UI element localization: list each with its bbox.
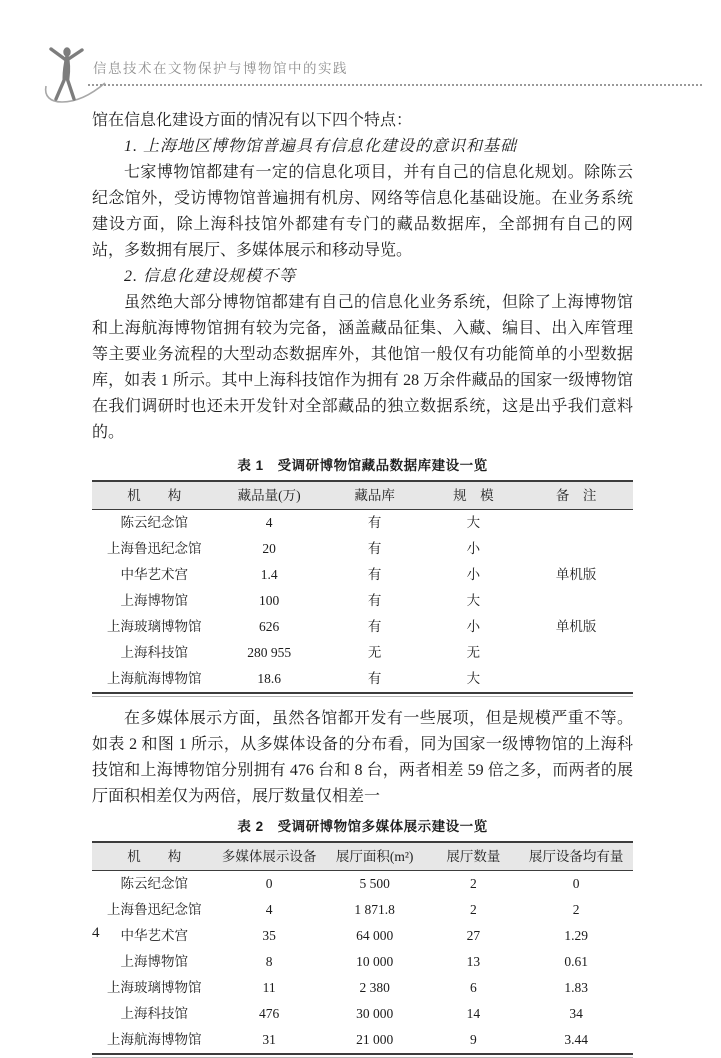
table-cell: 有 — [367, 541, 382, 556]
table-header-cell: 藏品量(万) — [216, 481, 321, 510]
table-cell: 陈云纪念馆 — [120, 515, 188, 530]
table-cell: 单机版 — [555, 619, 597, 634]
table-cell: 27 — [466, 928, 481, 943]
table-cell: 9 — [470, 1032, 477, 1047]
table2-rule-wrapper — [92, 841, 633, 1058]
table-cell — [519, 666, 633, 693]
table-cell: 1.83 — [564, 980, 588, 995]
table-cell: 4 — [265, 515, 273, 530]
table-row — [92, 871, 633, 898]
table-header-cell: 展厅面积(m²) — [322, 842, 427, 871]
table2-caption: 表 2 受调研博物馆多媒体展示建设一览 — [237, 819, 488, 834]
table-cell — [519, 510, 633, 537]
table-header-cell: 机 构 — [92, 481, 216, 510]
table-cell: 有 — [367, 619, 382, 634]
table-cell — [519, 588, 633, 614]
table-row — [92, 1001, 633, 1027]
table-row — [92, 562, 633, 588]
section-heading-1: 1. 上海地区博物馆普遍具有信息化建设的意识和基础 — [124, 138, 518, 155]
table-cell: 1.29 — [564, 928, 588, 943]
table-cell: 1.4 — [260, 567, 278, 582]
table-cell: 20 — [262, 541, 276, 556]
section-heading-2: 2. 信息化建设规模不等 — [124, 268, 297, 285]
table-cell: 626 — [259, 619, 280, 634]
table-header-cell: 多媒体展示设备 — [216, 842, 321, 871]
table-cell: 中华艺术宫 — [120, 567, 188, 582]
table-cell: 上海博物馆 — [120, 954, 188, 969]
table-cell: 上海航海博物馆 — [106, 1032, 202, 1047]
paragraph-3: 在多媒体展示方面，虽然各馆都开发有一些展项，但是规模严重不等。如表 2 和图 1 所示，从多媒体设备的分布看，同为国家一级博物馆的上海科技馆和上海博物馆分别拥有 476 台和 8 台，两者相差 59 倍之多，而两者的展厅面积相差仅为两倍，展厅数量仅相差一 — [92, 710, 633, 805]
table-row — [92, 975, 633, 1001]
table-cell: 陈云纪念馆 — [120, 876, 188, 891]
table-cell: 上海科技馆 — [120, 1006, 188, 1021]
table-cell: 6 — [470, 980, 477, 995]
table-cell: 上海鲁迅纪念馆 — [106, 541, 202, 556]
table-cell: 上海鲁迅纪念馆 — [106, 902, 202, 917]
table-cell: 有 — [367, 515, 382, 530]
table-cell: 有 — [367, 671, 382, 686]
running-header-title: 信息技术在文物保护与博物馆中的实践 — [93, 61, 348, 76]
table-cell: 21 000 — [356, 1032, 394, 1047]
table-row — [92, 640, 633, 666]
table-header-cell: 机 构 — [92, 842, 216, 871]
table-row — [92, 510, 633, 537]
table-cell: 34 — [569, 1006, 583, 1021]
petroglyph-dancer-icon — [40, 42, 106, 114]
table-row — [92, 588, 633, 614]
table-cell: 18.6 — [257, 671, 281, 686]
table-cell: 30 000 — [356, 1006, 394, 1021]
table-cell: 2 — [470, 876, 477, 891]
table-header-cell: 藏品库 — [322, 481, 427, 510]
table1-caption: 表 1 受调研博物馆藏品数据库建设一览 — [237, 458, 488, 473]
table-cell: 4 — [265, 902, 273, 917]
table-cell: 1 871.8 — [354, 902, 395, 917]
table-header-row — [92, 842, 633, 871]
page-body — [92, 108, 633, 1058]
table-header-cell: 展厅数量 — [427, 842, 519, 871]
paragraph-intro: 馆在信息化建设方面的情况有以下四个特点： — [92, 112, 413, 129]
table-cell: 无 — [367, 645, 382, 660]
multimedia-exhibition-table — [92, 841, 633, 1055]
table-cell: 2 380 — [359, 980, 390, 995]
table-cell: 13 — [466, 954, 481, 969]
table-cell: 5 500 — [359, 876, 390, 891]
table-cell: 0.61 — [564, 954, 588, 969]
table-cell: 小 — [466, 567, 481, 582]
table-cell — [519, 640, 633, 666]
table-header-cell: 展厅设备均有量 — [519, 842, 633, 871]
table-cell: 上海玻璃博物馆 — [106, 980, 202, 995]
table-row — [92, 949, 633, 975]
table-cell: 上海航海博物馆 — [106, 671, 202, 686]
table-cell: 有 — [367, 593, 382, 608]
table-row — [92, 1027, 633, 1054]
table-cell: 有 — [367, 567, 382, 582]
table-cell: 10 000 — [356, 954, 394, 969]
table1-rule-wrapper — [92, 480, 633, 697]
table-cell: 大 — [466, 515, 481, 530]
table-cell: 单机版 — [555, 567, 597, 582]
table-cell: 14 — [466, 1006, 481, 1021]
table-cell: 中华艺术宫 — [120, 928, 188, 943]
table-cell: 2 — [470, 902, 477, 917]
table-cell: 小 — [466, 541, 481, 556]
table-cell: 31 — [262, 1032, 276, 1047]
table-cell: 小 — [466, 619, 481, 634]
table-cell: 上海科技馆 — [120, 645, 188, 660]
table-cell: 8 — [265, 954, 273, 969]
page-number: 4 — [92, 925, 100, 941]
paragraph-1: 七家博物馆都建有一定的信息化项目，并有自己的信息化规划。除陈云纪念馆外，受访博物馆普遍拥有机房、网络等信息化基础设施。在业务系统建设方面，除上海科技馆外都建有专门的藏品数据库，全部拥有自己的网站，多数拥有展厅、多媒体展示和移动导览。 — [92, 164, 633, 259]
table-cell: 2 — [572, 902, 580, 917]
table-row — [92, 614, 633, 640]
table-header-cell: 备 注 — [519, 481, 633, 510]
table-header-cell: 规 模 — [427, 481, 519, 510]
table-row — [92, 897, 633, 923]
header-dotted-divider — [88, 84, 702, 86]
table-cell: 大 — [466, 671, 481, 686]
table-cell: 476 — [259, 1006, 280, 1021]
table-cell: 3.44 — [564, 1032, 588, 1047]
table-cell: 280 955 — [247, 645, 292, 660]
table-cell: 64 000 — [356, 928, 394, 943]
table-cell: 100 — [259, 593, 280, 608]
table-cell: 0 — [265, 876, 273, 891]
table-cell: 11 — [262, 980, 276, 995]
table-cell: 35 — [262, 928, 276, 943]
table-row — [92, 923, 633, 949]
table-row — [92, 666, 633, 693]
table-cell — [519, 536, 633, 562]
table-row — [92, 536, 633, 562]
table-cell: 上海博物馆 — [120, 593, 188, 608]
paragraph-2: 虽然绝大部分博物馆都建有自己的信息化业务系统，但除了上海博物馆和上海航海博物馆拥有较为完备，涵盖藏品征集、入藏、编目、出入库管理等主要业务流程的大型动态数据库外，其他馆一般仅有功能简单的小型数据库，如表 1 所示。其中上海科技馆作为拥有 28 万余件藏品的国家一级博物馆在我们调研时也还未开发针对全部藏品的独立数据系统，这是出乎我们意料的。 — [92, 294, 633, 441]
table-cell: 大 — [466, 593, 481, 608]
collections-database-table — [92, 480, 633, 694]
table-header-row — [92, 481, 633, 510]
table-cell: 无 — [466, 645, 481, 660]
table-cell: 0 — [572, 876, 580, 891]
table-cell: 上海玻璃博物馆 — [106, 619, 202, 634]
